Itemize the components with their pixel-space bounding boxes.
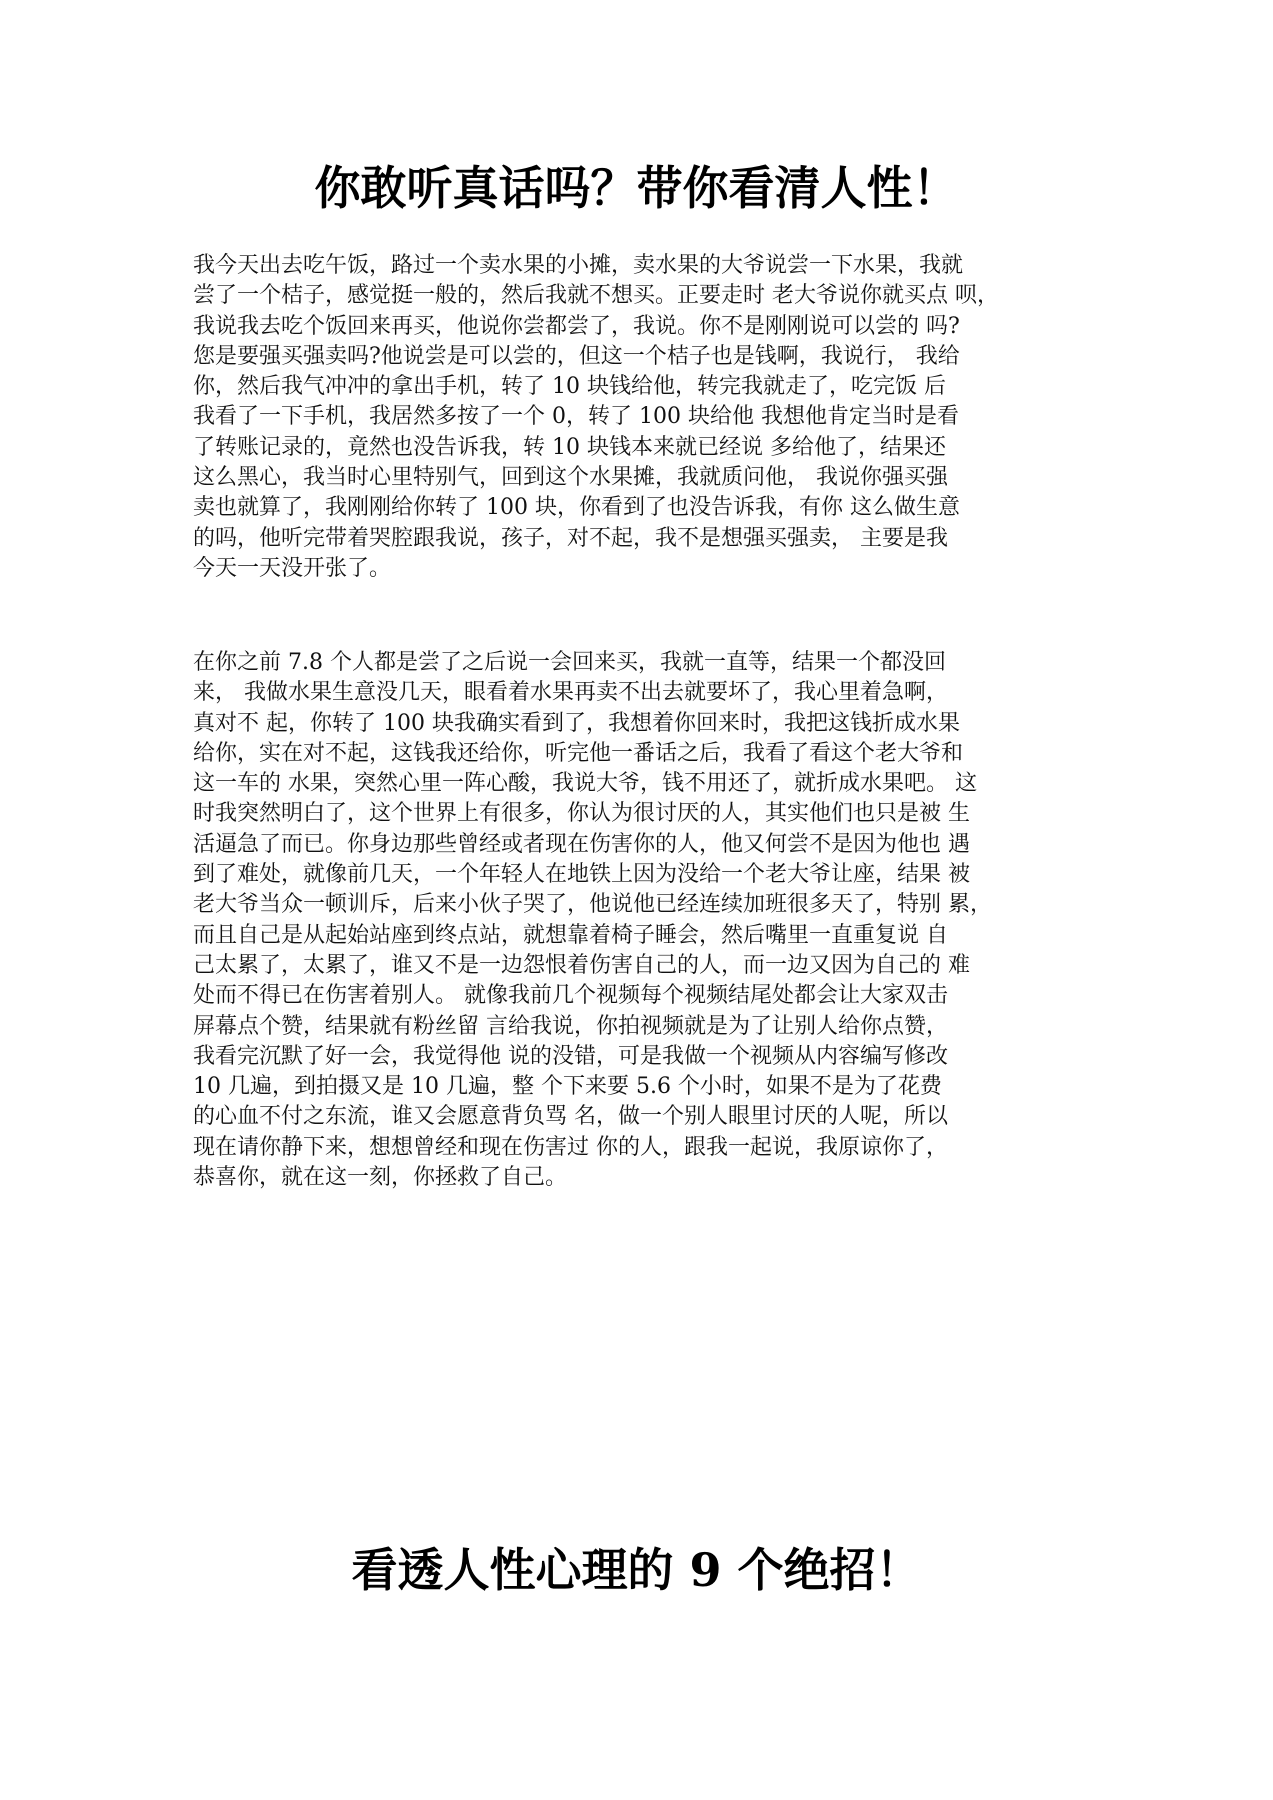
paragraph-line: 你，然后我气冲冲的拿出手机，转了 10 块钱给他，转完我就走了，吃完饭 后 bbox=[193, 374, 946, 400]
paragraph-line: 屏幕点个赞，结果就有粉丝留 言给我说，你拍视频就是为了让别人给你点赞， bbox=[193, 1013, 948, 1039]
page-title: 你敢听真话吗？带你看清人性！ bbox=[314, 161, 959, 215]
paragraph-line: 的吗，他听完带着哭腔跟我说，孩子，对不起，我不是想强买强卖， 主要是我 bbox=[193, 525, 948, 551]
paragraph-line: 而且自己是从起始站座到终点站，就想靠着椅子睡会，然后嘴里一直重复说 自 bbox=[193, 922, 948, 948]
paragraph-line: 时我突然明白了，这个世界上有很多，你认为很讨厌的人，其实他们也只是被 生 bbox=[193, 801, 970, 827]
paragraph-line: 真对不 起，你转了 100 块我确实看到了，我想着你回来时，我把这钱折成水果 bbox=[193, 710, 960, 736]
paragraph-line: 了转账记录的，竟然也没告诉我，转 10 块钱本来就已经说 多给他了，结果还 bbox=[193, 434, 946, 460]
paragraph-line: 今天一天没开张了。 bbox=[193, 555, 392, 581]
paragraph-line: 10 几遍，到拍摄又是 10 几遍，整 个下来要 5.6 个小时，如果不是为了花费 bbox=[193, 1074, 942, 1100]
paragraph-line: 现在请你静下来，想想曾经和现在伤害过 你的人，跟我一起说，我原谅你了， bbox=[193, 1134, 948, 1160]
paragraph-line: 给你，实在对不起，这钱我还给你，听完他一番话之后，我看了看这个老大爷和 bbox=[193, 740, 964, 766]
paragraph-line: 活逼急了而已。你身边那些曾经或者现在伤害你的人，他又何尝不是因为他也 遇 bbox=[193, 831, 970, 857]
paragraph-line: 恭喜你，就在这一刻，你拯救了自己。 bbox=[193, 1165, 568, 1191]
paragraph-line: 这一车的 水果，突然心里一阵心酸，我说大爷，钱不用还了，就折成水果吧。 这 bbox=[193, 771, 977, 797]
paragraph-2 bbox=[193, 648, 1093, 1193]
paragraph-line: 卖也就算了，我刚刚给你转了 100 块，你看到了也没告诉我，有你 这么做生意 bbox=[193, 495, 960, 521]
paragraph-line: 这么黑心，我当时心里特别气，回到这个水果摊，我就质问他， 我说你强买强 bbox=[193, 465, 948, 491]
paragraph-line: 来， 我做水果生意没几天，眼看着水果再卖不出去就要坏了，我心里着急啊， bbox=[193, 680, 948, 706]
paragraph-1 bbox=[193, 251, 1093, 584]
paragraph-line: 在你之前 7.8 个人都是尝了之后说一会回来买，我就一直等，结果一个都没回 bbox=[193, 650, 946, 675]
paragraph-line: 我今天出去吃午饭，路过一个卖水果的小摊，卖水果的大爷说尝一下水果，我就 bbox=[193, 253, 964, 278]
paragraph-line: 老大爷当众一顿训斥，后来小伙子哭了，他说他已经连续加班很多天了，特别 累， bbox=[193, 892, 992, 918]
paragraph-line: 我说我去吃个饭回来再买，他说你尝都尝了，我说。你不是刚刚说可以尝的 吗? bbox=[193, 313, 960, 339]
paragraph-line: 到了难处，就像前几天，一个年轻人在地铁上因为没给一个老大爷让座，结果 被 bbox=[193, 862, 970, 888]
paragraph-line: 我看完沉默了好一会，我觉得他 说的没错，可是我做一个视频从内容编写修改 bbox=[193, 1043, 948, 1069]
paragraph-line: 我看了一下手机，我居然多按了一个 0，转了 100 块给他 我想他肯定当时是看 bbox=[193, 404, 959, 430]
paragraph-line: 的心血不付之东流，谁又会愿意背负骂 名，做一个别人眼里讨厌的人呢，所以 bbox=[193, 1104, 948, 1130]
paragraph-line: 己太累了，太累了，谁又不是一边怨恨着伤害自己的人，而一边又因为自己的 难 bbox=[193, 952, 970, 978]
section-title: 看透人性心理的 9 个绝招！ bbox=[351, 1543, 922, 1597]
paragraph-line: 处而不得已在伤害着别人。 就像我前几个视频每个视频结尾处都会让大家双击 bbox=[193, 983, 948, 1009]
paragraph-line: 您是要强买强卖吗?他说尝是可以尝的，但这一个桔子也是钱啊，我说行， 我给 bbox=[193, 343, 960, 369]
paragraph-line: 尝了一个桔子，感觉挺一般的，然后我就不想买。正要走时 老大爷说你就买点 呗， bbox=[193, 283, 999, 309]
